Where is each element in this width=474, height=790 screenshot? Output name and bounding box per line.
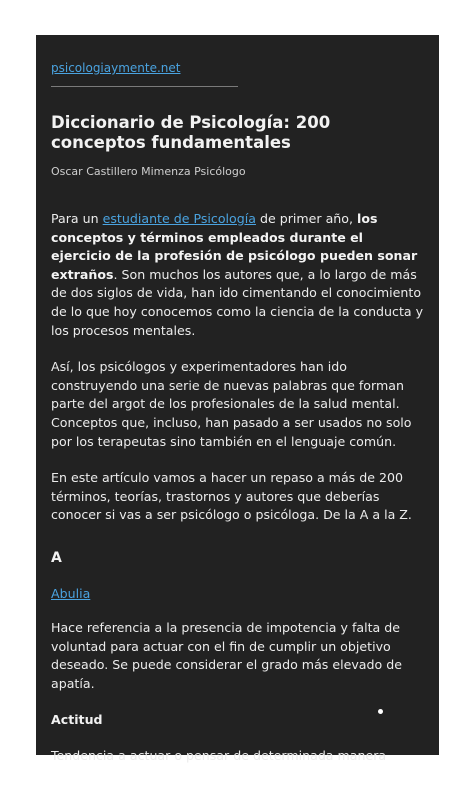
article-body	[51, 210, 424, 766]
paragraph-overview: En este artículo vamos a hacer un repaso a más de 200 términos, teorías, trastornos y autores que deberías conocer si vas a ser psicólogo o psicóloga. De la A a la Z.	[51, 470, 412, 523]
paragraph-psychologists: Así, los psicólogos y experimentadores han ido construyendo una serie de nuevas palabras que forman parte del argot de los profesionales de la salud mental. Conceptos que, incluso, han pasado a ser usados no solo por los terapeutas sino también en el lenguaje común.	[51, 359, 412, 449]
header-divider	[51, 86, 238, 87]
article-author: Oscar Castillero Mimenza Psicólogo	[51, 165, 246, 178]
reader-view	[36, 35, 439, 764]
intro-text-pre: Para un	[51, 211, 103, 226]
definition-abulia: Hace referencia a la presencia de impotencia y falta de voluntad para actuar con el fin de cumplir un objetivo deseado. Se puede considerar el grado más elevado de apatía.	[51, 619, 402, 691]
article-title: Diccionario de Psicología: 200 conceptos fundamentales	[51, 113, 331, 152]
definition-actitud: Tendencia a actuar o pensar de determinada manera	[51, 748, 387, 764]
intro-text-bold: los conceptos y términos empleados durante el ejercicio de la profesión de psicólogo pueden sonar extraños	[51, 211, 418, 282]
term-link-abulia[interactable]: Abulia	[51, 585, 91, 601]
intro-text-mid: de primer año,	[255, 211, 357, 226]
term-heading-actitud: Actitud	[51, 712, 103, 728]
site-link[interactable]: psicologiaymente.net	[51, 61, 181, 75]
paragraph-intro	[51, 210, 424, 340]
letter-heading-a: A	[51, 549, 62, 566]
cursor-dot-icon	[378, 709, 383, 714]
student-link[interactable]: estudiante de Psicología	[102, 211, 256, 226]
intro-text-post: . Son muchos los autores que, a lo largo de más de dos siglos de vida, han ido cimentando el conocimiento de lo que hoy conocemos como la ciencia de la conducta y los procesos mentales.	[51, 266, 424, 338]
